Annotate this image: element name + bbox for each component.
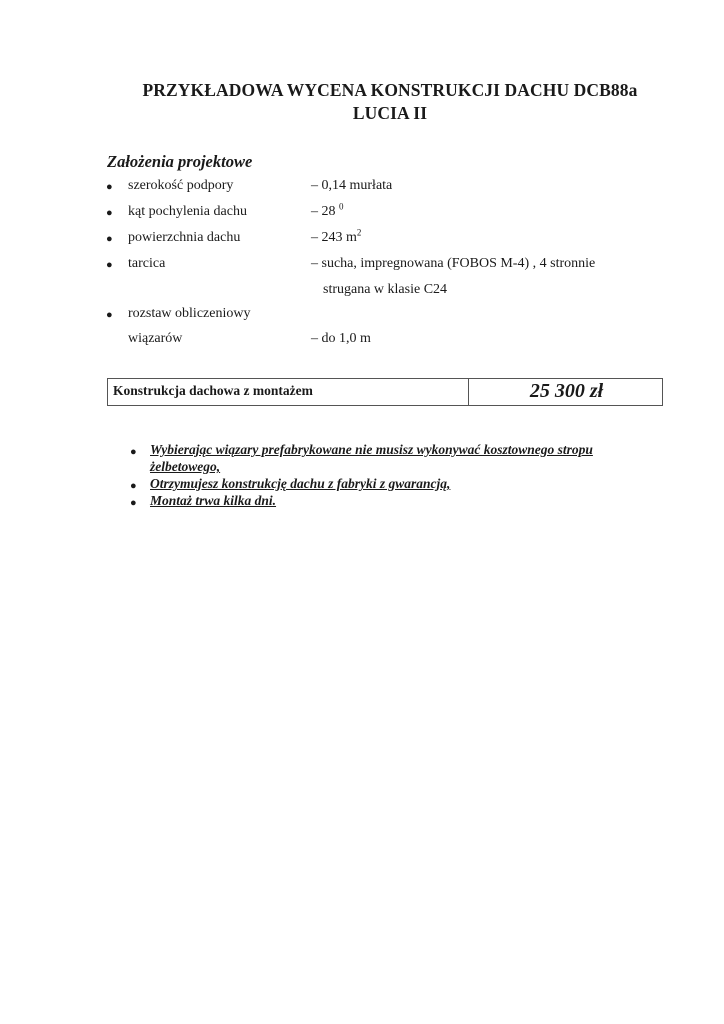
- assumption-value-text: – 28: [311, 204, 336, 219]
- document-title-line-1: PRZYKŁADOWA WYCENA KONSTRUKCJI DACHU DCB88a: [142, 80, 638, 100]
- price-value: 25 300 zł: [529, 380, 604, 402]
- benefit-item-continued: żelbetowego,: [150, 459, 221, 474]
- document-title-line-2: LUCIA II: [352, 103, 428, 123]
- price-label: Konstrukcja dachowa z montażem: [113, 383, 313, 398]
- assumption-value: [311, 227, 362, 246]
- bullet-icon: ●: [106, 309, 113, 321]
- assumption-value: – do 1,0 m: [311, 331, 371, 346]
- assumption-label: tarcica: [128, 256, 166, 271]
- benefit-item: Otrzymujesz konstrukcję dachu z fabryki z gwarancją,: [150, 476, 451, 491]
- bullet-icon: ●: [106, 207, 113, 219]
- bullet-icon: ●: [130, 446, 137, 458]
- assumption-label: rozstaw obliczeniowy: [128, 306, 251, 321]
- assumption-value: – 0,14 murłata: [311, 178, 393, 193]
- assumption-value-continued: strugana w klasie C24: [323, 282, 448, 297]
- assumption-label: szerokość podpory: [128, 178, 234, 193]
- bullet-icon: ●: [106, 181, 113, 193]
- assumption-label-continued: wiązarów: [128, 331, 183, 346]
- assumption-value: [311, 201, 344, 220]
- benefit-item: Montaż trwa kilka dni.: [150, 493, 277, 508]
- bullet-icon: ●: [130, 497, 137, 509]
- assumption-label: powierzchnia dachu: [128, 230, 241, 245]
- assumption-value-superscript: 0: [339, 201, 344, 212]
- assumption-value-superscript: 2: [356, 227, 362, 238]
- assumption-value-text: – 243 m: [311, 230, 357, 245]
- benefit-item: Wybierając wiązary prefabrykowane nie musisz wykonywać kosztownego stropu: [150, 442, 593, 457]
- bullet-icon: ●: [106, 259, 113, 271]
- bullet-icon: ●: [130, 480, 137, 492]
- bullet-icon: ●: [106, 233, 113, 245]
- assumption-label: kąt pochylenia dachu: [128, 204, 247, 219]
- price-table: [107, 378, 663, 406]
- assumption-value: – sucha, impregnowana (FOBOS M-4) , 4 stronnie: [311, 256, 596, 271]
- assumptions-heading: Założenia projektowe: [107, 152, 253, 171]
